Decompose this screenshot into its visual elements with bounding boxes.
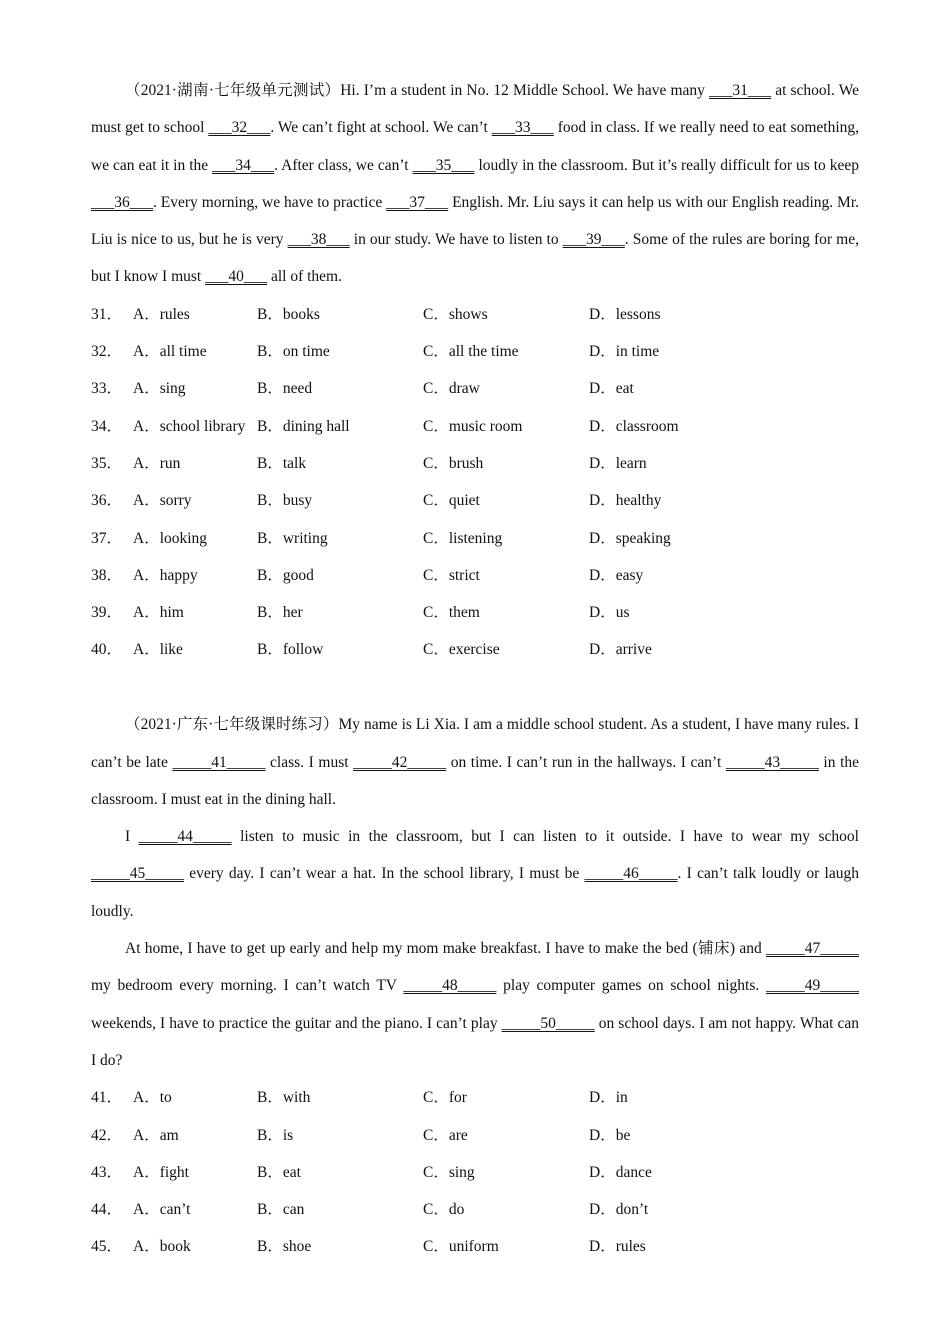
question-number: 31． — [91, 305, 123, 323]
option-a: A．fight — [133, 1163, 189, 1181]
question-number: 33． — [91, 380, 123, 398]
option-d: D．in time — [589, 343, 660, 361]
passage-text: English. Mr. Liu says it can help us with our English reading. Mr. Liu is nice to us, but he is very — [91, 193, 860, 249]
question-42 — [91, 1117, 859, 1154]
option-c: C．exercise — [423, 641, 500, 659]
passage-text: on time. I can’t run in the hallways. I can’t — [446, 753, 726, 771]
option-b: B．her — [257, 604, 303, 622]
blank-46: _____46_____ — [584, 865, 678, 883]
options-31-40 — [91, 296, 859, 669]
option-c: C．brush — [423, 454, 484, 472]
passage-text: my bedroom every morning. I can’t watch TV — [91, 977, 404, 995]
question-number: 41． — [91, 1089, 123, 1107]
option-b: B．eat — [257, 1163, 301, 1181]
option-a: A．sing — [133, 380, 186, 398]
blank-43: _____43_____ — [725, 753, 819, 771]
option-a: A．sorry — [133, 492, 192, 510]
option-c: C．draw — [423, 380, 480, 398]
passage-text: food in class. If we really need to eat something, we can eat it in the — [91, 119, 859, 174]
passage-text: in our study. We have to listen to — [349, 231, 563, 249]
option-c: C．uniform — [423, 1238, 499, 1256]
question-33 — [91, 370, 859, 407]
blank-31: ___31___ — [709, 82, 772, 99]
option-d: D．arrive — [589, 641, 652, 659]
option-a: A．school library — [133, 417, 246, 435]
option-b: B．is — [257, 1126, 294, 1144]
option-c: C．shows — [423, 305, 488, 323]
option-c: C．strict — [423, 566, 480, 584]
option-a: A．him — [133, 604, 184, 622]
blank-45: _____45_____ — [91, 865, 184, 883]
option-b: B．dining hall — [257, 417, 350, 435]
question-40 — [91, 631, 859, 668]
option-d: D．healthy — [589, 492, 662, 510]
option-d: D．in — [589, 1089, 628, 1107]
passage-text: play computer games on school nights. — [496, 977, 766, 995]
option-a: A．run — [133, 454, 181, 472]
question-45 — [91, 1228, 859, 1265]
passage-text: weekends, I have to practice the guitar and the piano. I can’t play — [91, 1014, 502, 1032]
blank-40: ___40___ — [205, 268, 268, 286]
question-number: 38． — [91, 566, 123, 584]
blank-49: _____49_____ — [766, 977, 859, 995]
blank-35: ___35___ — [412, 156, 475, 174]
option-d: D．rules — [589, 1238, 646, 1256]
question-34 — [91, 408, 859, 445]
passage-text: class. I must — [265, 753, 354, 771]
option-a: A．like — [133, 641, 183, 659]
passage-text: . Some of the rules are boring for me, but I know I must — [91, 231, 859, 286]
option-a: A．rules — [133, 305, 190, 323]
blank-42: _____42_____ — [353, 753, 447, 771]
blank-33: ___33___ — [491, 119, 554, 137]
blank-47: _____47_____ — [766, 940, 859, 958]
passage-text: every day. I can’t wear a hat. In the school library, I must be — [184, 865, 585, 883]
passage-text: all of them. — [267, 268, 342, 286]
passage-text: at school. We must get to school — [91, 82, 859, 137]
option-b: B．need — [257, 380, 313, 398]
option-c: C．all the time — [423, 343, 519, 361]
option-a: A．am — [133, 1126, 179, 1144]
question-number: 42． — [91, 1126, 123, 1144]
source-label: （2021·湖南·七年级单元测试） — [125, 82, 341, 99]
option-d: D．don’t — [589, 1201, 649, 1219]
passage-text: loudly in the classroom. But it’s really difficult for us to keep — [474, 156, 860, 174]
option-c: C．listening — [423, 529, 503, 547]
question-36 — [91, 482, 859, 519]
question-32 — [91, 333, 859, 370]
option-b: B．talk — [257, 454, 307, 472]
option-b: B．books — [257, 305, 320, 323]
question-31 — [91, 296, 859, 333]
section-gap — [91, 669, 859, 707]
question-number: 40． — [91, 641, 123, 659]
question-number: 45． — [91, 1238, 123, 1256]
document-page — [91, 72, 859, 1266]
blank-50: _____50_____ — [501, 1014, 595, 1032]
option-c: C．quiet — [423, 492, 480, 510]
option-b: B．shoe — [257, 1238, 312, 1256]
options-41-45 — [91, 1079, 859, 1265]
blank-37: ___37___ — [386, 193, 449, 211]
option-b: B．good — [257, 566, 314, 584]
question-35 — [91, 445, 859, 482]
question-44 — [91, 1191, 859, 1228]
passage-2-paragraph-3 — [91, 930, 859, 1079]
passage-2 — [91, 706, 859, 1079]
passage-text: Hi. I’m a student in No. 12 Middle School. We have many — [340, 82, 710, 99]
option-a: A．happy — [133, 566, 198, 584]
blank-39: ___39___ — [562, 231, 625, 249]
option-a: A．looking — [133, 529, 208, 547]
option-a: A．all time — [133, 343, 207, 361]
option-b: B．on time — [257, 343, 330, 361]
question-41 — [91, 1079, 859, 1116]
passage-text: in the classroom. I must eat in the dining hall. — [91, 753, 860, 808]
question-38 — [91, 557, 859, 594]
option-c: C．are — [423, 1126, 468, 1144]
blank-38: ___38___ — [287, 231, 350, 249]
question-39 — [91, 594, 859, 631]
question-number: 35． — [91, 454, 123, 472]
question-number: 37． — [91, 529, 123, 547]
option-c: C．for — [423, 1089, 467, 1107]
blank-34: ___34___ — [212, 156, 275, 174]
option-a: A．book — [133, 1238, 191, 1256]
passage-text: listen to music in the classroom, but I can listen to it outside. I have to wear my school — [231, 828, 859, 846]
option-d: D．easy — [589, 566, 644, 584]
question-number: 36． — [91, 492, 123, 510]
passage-text: At home, I have to get up early and help my mom make breakfast. I have to make the bed (铺床) and — [125, 940, 766, 958]
passage-2-paragraph-1 — [91, 706, 859, 818]
question-number: 44． — [91, 1201, 123, 1219]
option-d: D．lessons — [589, 305, 661, 323]
passage-text: . I can’t talk loudly or laugh loudly. — [91, 865, 859, 920]
option-c: C．sing — [423, 1163, 475, 1181]
passage-text: I — [125, 828, 139, 846]
option-d: D．classroom — [589, 417, 679, 435]
question-number: 43． — [91, 1163, 123, 1181]
blank-41: _____41_____ — [172, 753, 266, 771]
option-b: B．can — [257, 1201, 305, 1219]
blank-32: ___32___ — [208, 119, 271, 137]
option-d: D．be — [589, 1126, 631, 1144]
blank-48: _____48_____ — [403, 977, 497, 995]
option-b: B．follow — [257, 641, 324, 659]
option-a: A．can’t — [133, 1201, 191, 1219]
option-a: A．to — [133, 1089, 172, 1107]
passage-text: . After class, we can’t — [274, 156, 413, 174]
passage-text: My name is Li Xia. I am a middle school student. As a student, I have many rules. I can’t be late — [91, 716, 860, 771]
option-c: C．do — [423, 1201, 465, 1219]
option-b: B．writing — [257, 529, 328, 547]
question-number: 34． — [91, 417, 123, 435]
blank-44: _____44_____ — [138, 828, 232, 846]
passage-text: on school days. I am not happy. What can I do? — [91, 1014, 859, 1069]
passage-text: . Every morning, we have to practice — [153, 193, 387, 211]
passage-text: . We can’t fight at school. We can’t — [270, 119, 492, 137]
option-d: D．dance — [589, 1163, 652, 1181]
question-37 — [91, 520, 859, 557]
question-number: 39． — [91, 604, 123, 622]
option-c: C．them — [423, 604, 480, 622]
option-b: B．busy — [257, 492, 313, 510]
option-c: C．music room — [423, 417, 523, 435]
passage-2-paragraph-2 — [91, 818, 859, 930]
option-d: D．speaking — [589, 529, 671, 547]
question-43 — [91, 1154, 859, 1191]
option-d: D．learn — [589, 454, 647, 472]
option-d: D．us — [589, 604, 630, 622]
option-d: D．eat — [589, 380, 634, 398]
question-number: 32． — [91, 343, 123, 361]
source-label: （2021·广东·七年级课时练习） — [125, 716, 339, 734]
option-b: B．with — [257, 1089, 311, 1107]
blank-36: ___36___ — [91, 193, 153, 211]
passage-1 — [91, 72, 859, 296]
